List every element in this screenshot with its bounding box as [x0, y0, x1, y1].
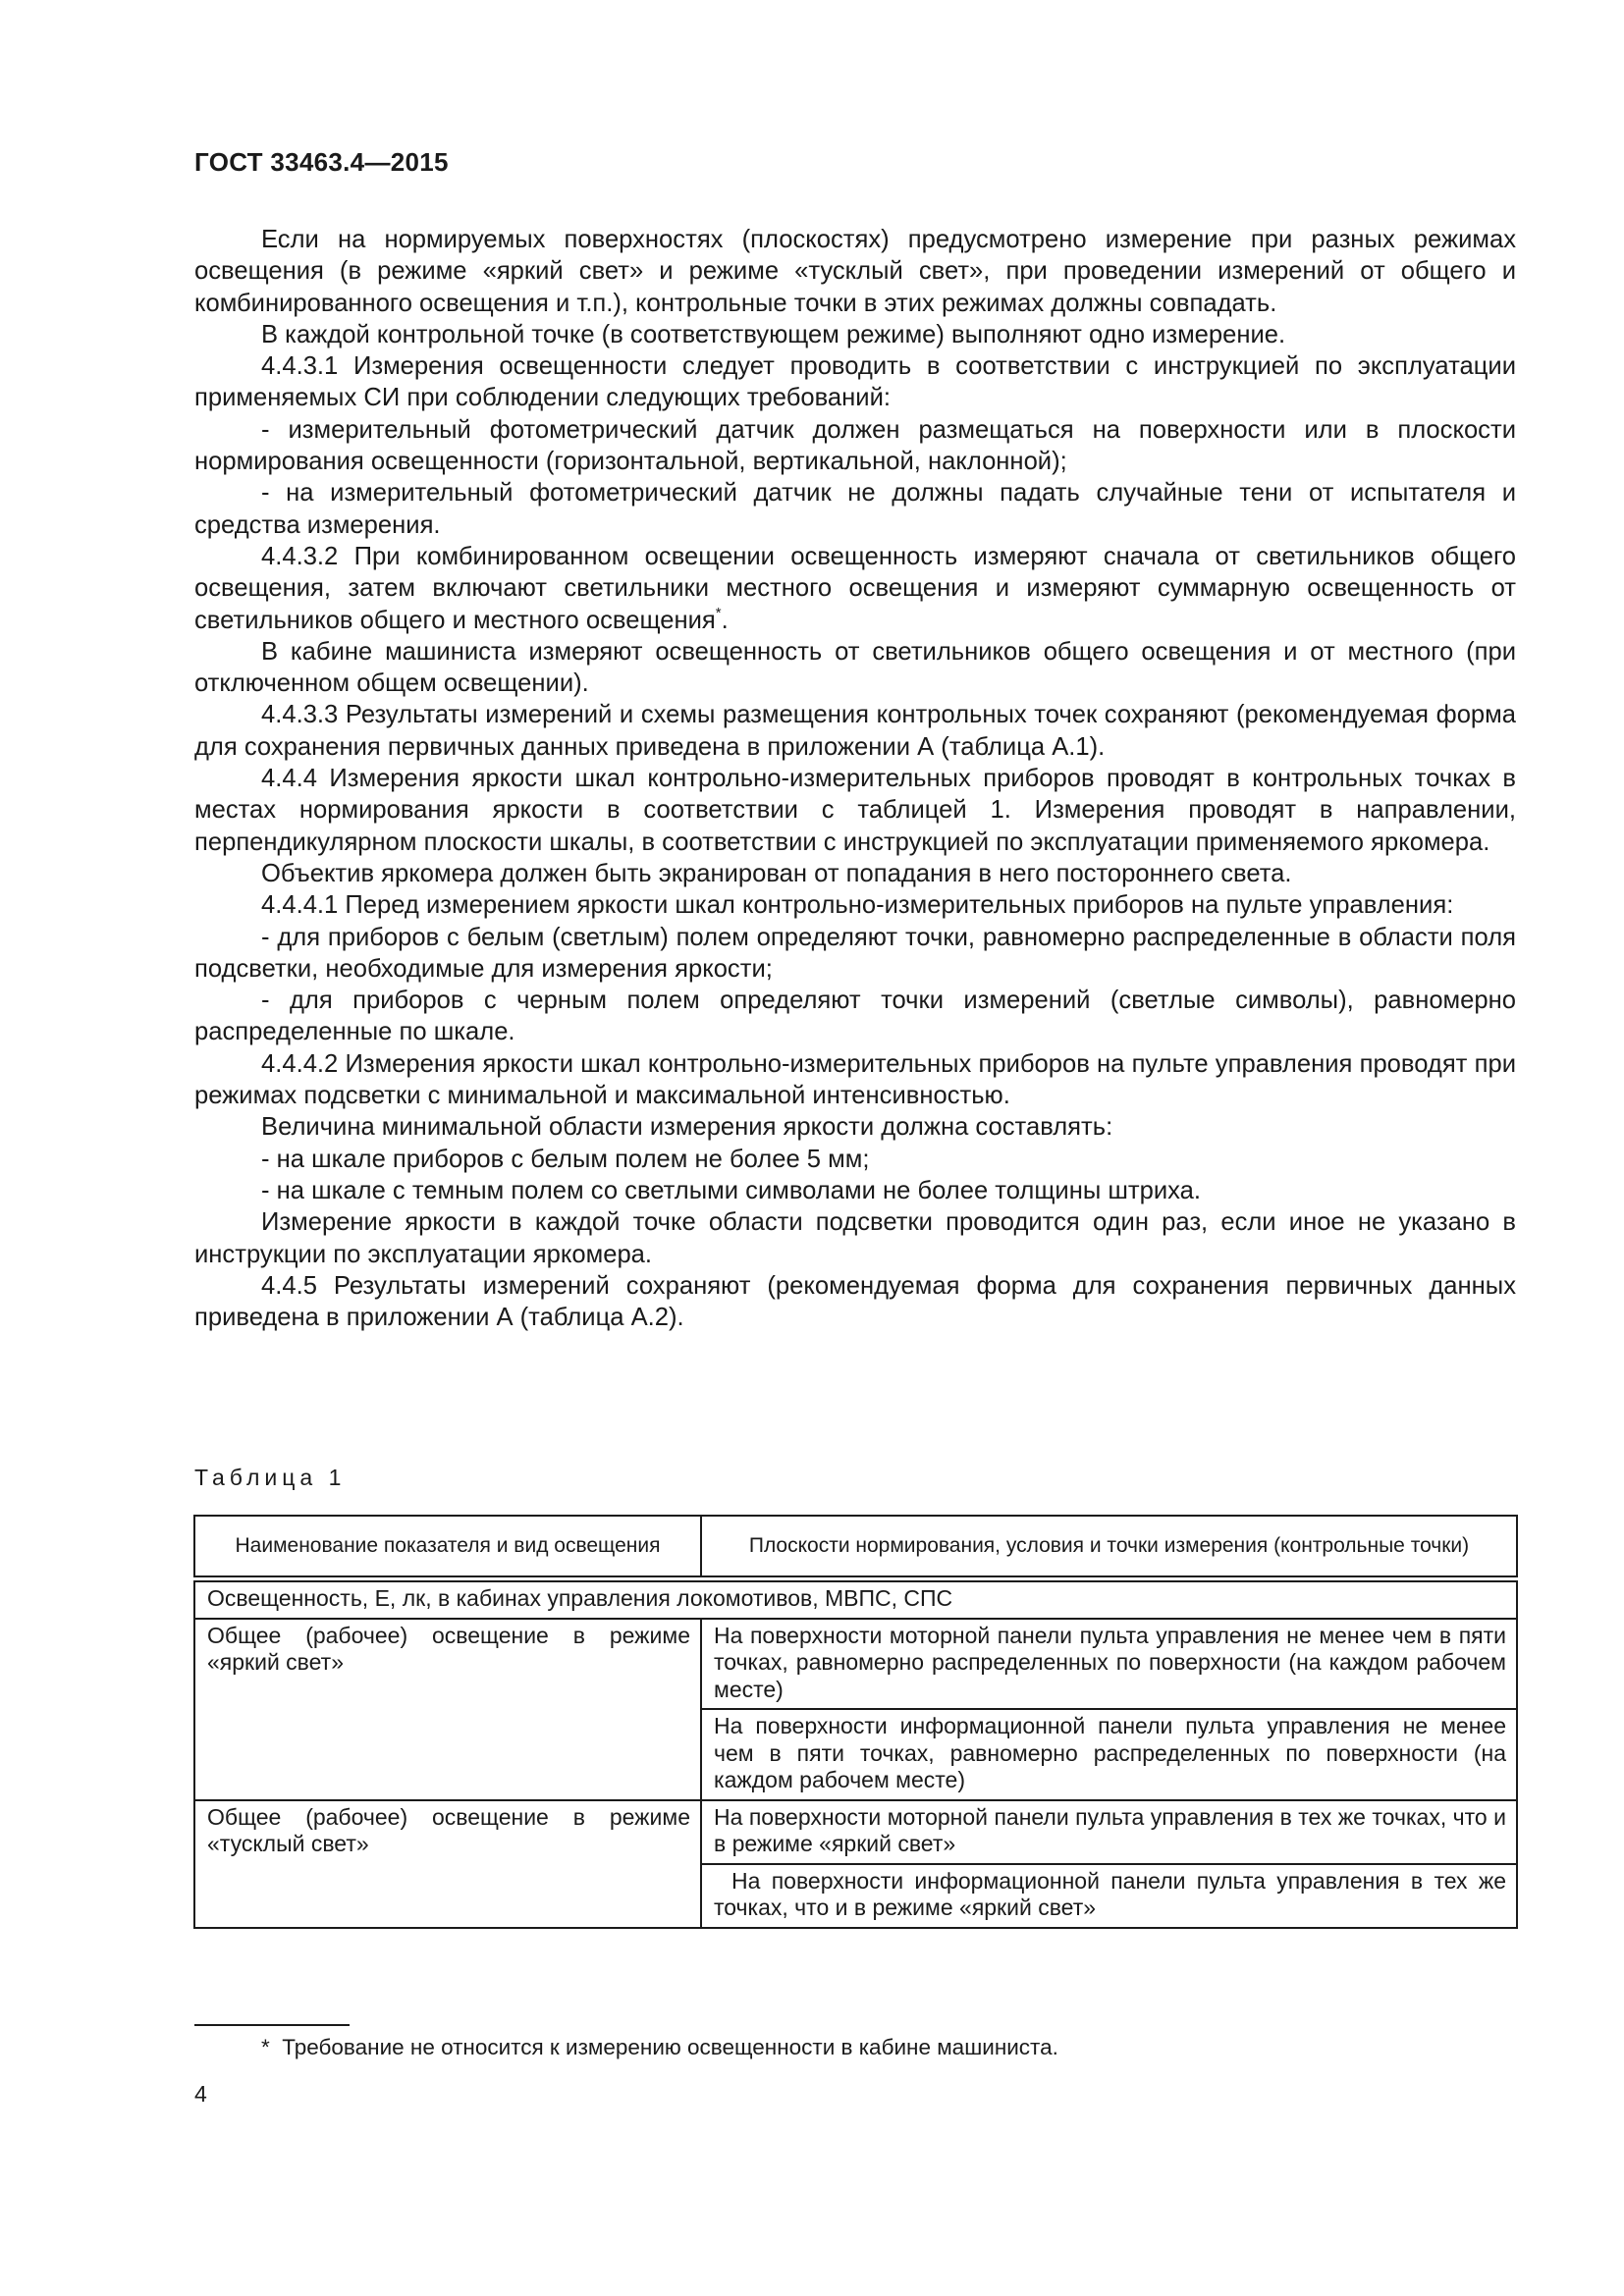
- paragraph: 4.4.5 Результаты измерений сохраняют (рекомендуемая форма для сохранения первичных данных приведена в приложении А (таблица А.2).: [194, 1271, 1516, 1332]
- paragraph-text: 4.4.3.2 При комбинированном освещении освещенность измеряют сначала от светильников общего освещения, затем включают светильники местного освещения и измеряют суммарную освещенность от светильников общего и местного освещения: [194, 542, 1516, 634]
- footnote-text: Требование не относится к измерению освещенности в кабине машиниста.: [282, 2035, 1058, 2059]
- column-header: Плоскости нормирования, условия и точки измерения (контрольные точки): [701, 1516, 1517, 1579]
- section-cell: Освещенность, Е, лк, в кабинах управления локомотивов, МВПС, СПС: [194, 1579, 1517, 1619]
- paragraph-with-footnote-ref: [194, 541, 1516, 636]
- table-row: [194, 1800, 1517, 1864]
- paragraph-end-punctuation: .: [721, 606, 729, 634]
- measurement-points-cell: На поверхности моторной панели пульта управления в тех же точках, что и в режиме «яркий свет»: [701, 1800, 1517, 1864]
- lighting-mode-cell: Общее (рабочее) освещение в режиме «тусклый свет»: [194, 1800, 701, 1928]
- paragraph: - на шкале приборов с белым полем не более 5 мм;: [261, 1145, 870, 1173]
- table-caption: Таблица 1: [194, 1465, 347, 1490]
- paragraph: Измерение яркости в каждой точке области подсветки проводится один раз, если иное не указано в инструкции по эксплуатации яркомера.: [194, 1208, 1516, 1268]
- lighting-mode-cell: Общее (рабочее) освещение в режиме «яркий свет»: [194, 1619, 701, 1800]
- paragraph: - для приборов с белым (светлым) полем определяют точки, равномерно распределенные в области поля подсветки, необходимые для измерения яркости;: [194, 923, 1516, 983]
- paragraph: Если на нормируемых поверхностях (плоскостях) предусмотрено измерение при разных режимах освещения (в режиме «яркий свет» и режиме «тусклый свет», при проведении измерений от общего и комбинированного освещения и т.п.), контрольные точки в этих режимах должны совпадать.: [194, 226, 1516, 317]
- paragraph: В кабине машиниста измеряют освещенность от светильников общего освещения и от местного (при отключенном общем освещении).: [194, 637, 1516, 698]
- document-code-header: ГОСТ 33463.4—2015: [194, 147, 449, 177]
- column-header: Наименование показателя и вид освещения: [194, 1516, 701, 1579]
- footnote: [261, 2035, 1058, 2060]
- measurement-points-cell: На поверхности моторной панели пульта управления не менее чем в пяти точках, равномерно распределенных по поверхности (на каждом рабочем месте): [701, 1619, 1517, 1710]
- footnote-reference: *: [715, 604, 722, 621]
- measurement-points-cell: На поверхности информационной панели пульта управления не менее чем в пяти точках, равномерно распределенных по поверхности (на каждом рабочем месте): [701, 1709, 1517, 1800]
- page-number: 4: [194, 2081, 207, 2107]
- body-text: [194, 224, 1516, 1333]
- footnote-marker: *: [261, 2035, 270, 2059]
- paragraph: В каждой контрольной точке (в соответствующем режиме) выполняют одно измерение.: [261, 320, 1286, 348]
- measurement-norms-table: [193, 1515, 1518, 1929]
- table-section-row: [194, 1579, 1517, 1619]
- measurement-points-cell: На поверхности информационной панели пульта управления в тех же точках, что и в режиме «яркий свет»: [701, 1864, 1517, 1928]
- table-row: [194, 1619, 1517, 1710]
- paragraph: - для приборов с черным полем определяют точки измерений (светлые символы), равномерно распределенные по шкале.: [194, 987, 1516, 1046]
- paragraph: 4.4.4 Измерения яркости шкал контрольно-измерительных приборов проводят в контрольных точках в местах нормирования яркости в соответствии с таблицей 1. Измерения проводят в направлении, перпендикулярном плоскости шкалы, в соответствии с инструкцией по эксплуатации применяемого яркомера.: [194, 765, 1516, 856]
- paragraph: - на шкале с темным полем со светлыми символами не более толщины штриха.: [261, 1176, 1201, 1204]
- paragraph: 4.4.3.1 Измерения освещенности следует проводить в соответствии с инструкцией по эксплуатации применяемых СИ при соблюдении следующих требований:: [194, 352, 1516, 412]
- paragraph: Величина минимальной области измерения яркости должна составлять:: [261, 1113, 1113, 1142]
- paragraph: 4.4.4.2 Измерения яркости шкал контрольно-измерительных приборов на пульте управления проводят при режимах подсветки с минимальной и максимальной интенсивностью.: [194, 1049, 1516, 1110]
- paragraph: - на измерительный фотометрический датчик не должны падать случайные тени от испытателя и средства измерения.: [194, 479, 1516, 539]
- paragraph: Объектив яркомера должен быть экранирован от попадания в него постороннего света.: [261, 859, 1292, 887]
- paragraph: 4.4.3.3 Результаты измерений и схемы размещения контрольных точек сохраняют (рекомендуемая форма для сохранения первичных данных приведена в приложении А (таблица А.1).: [194, 701, 1516, 761]
- paragraph: - измерительный фотометрический датчик должен размещаться на поверхности или в плоскости нормирования освещенности (горизонтальной, вертикальной, наклонной);: [194, 415, 1516, 476]
- table-header-row: [194, 1516, 1517, 1579]
- footnote-separator: [194, 2024, 350, 2026]
- paragraph: 4.4.4.1 Перед измерением яркости шкал контрольно-измерительных приборов на пульте управления:: [261, 891, 1454, 920]
